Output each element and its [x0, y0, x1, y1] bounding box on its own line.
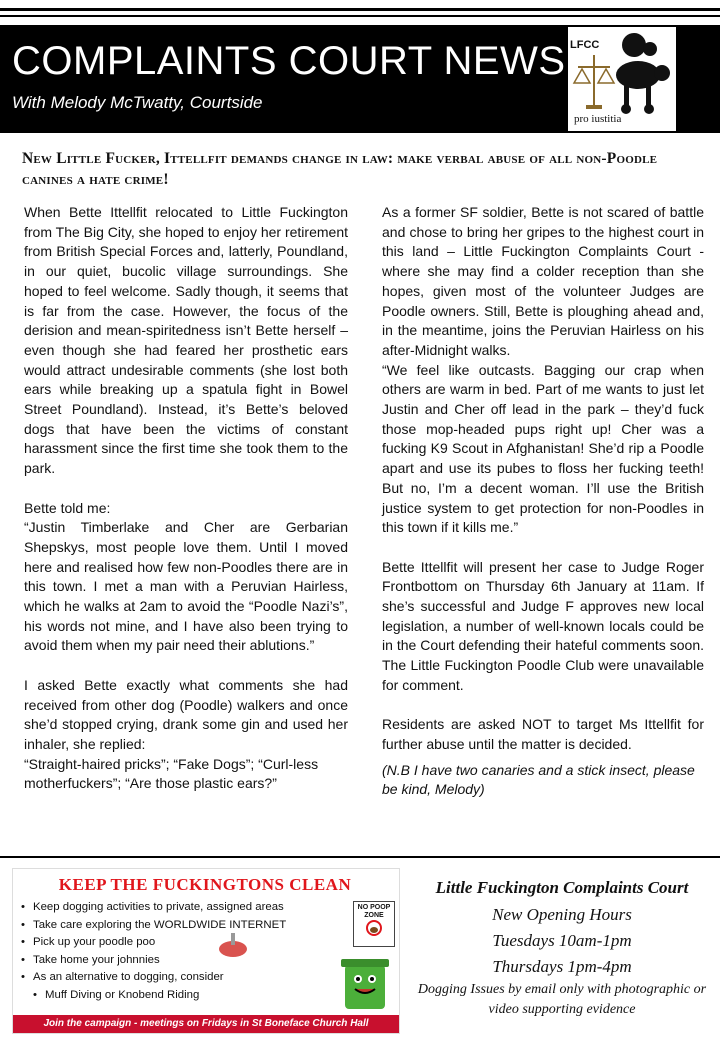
list-item: • As an alternative to dogging, consider — [21, 969, 286, 987]
list-item: • Take home your johnnies — [21, 952, 286, 970]
campaign-advert — [12, 868, 400, 1034]
poop-icon — [363, 920, 385, 936]
sign-text: NO POOP ZONE — [357, 904, 391, 919]
article-headline: New Little Fucker, Ittellfit demands change in law: make verbal abuse of all non-Poodle canines a hate crime! — [22, 150, 658, 188]
court-info — [404, 874, 720, 1020]
hours-tuesday: Tuesdays 10am-1pm — [492, 931, 632, 950]
paragraph: Bette Ittellfit will present her case to Judge Roger Frontbottom on Thursday 6th January at 11am. If she’s successful and Judge F approves new local legislation, a number of well-known locals could be in the Court defending their hateful comments soon. The Little Fuckington Poodle Club were unavailable for comment. — [382, 558, 704, 693]
advert-title: KEEP THE FUCKINGTONS CLEAN — [58, 875, 352, 894]
paragraph: “Justin Timberlake and Cher are Gerbarian Shepskys, most people love them. Until I moved here and realised how few non-Poodles there are in this town. I met a man with a Peruvian Hairless, which he walks at 2am to avoid the “Poodle Nazi’s”, his words not mine, and I have also been trying to avoid them when my pair need their ablutions.” — [24, 519, 348, 654]
list-item: • Take care exploring the WORLDWIDE INTERNET — [21, 917, 286, 935]
paragraph: Residents are asked NOT to target Ms Ittellfit for further abuse until the matter is decided. — [382, 716, 704, 752]
paragraph: I asked Bette exactly what comments she had received from other dog (Poodle) walkers and once she’d stopped crying, drank some gin and used her inhaler, she replied: — [24, 676, 348, 752]
advert-footer: Join the campaign - meetings on Fridays in St Boneface Church Hall — [13, 1015, 399, 1033]
court-logo — [568, 27, 676, 131]
masthead-title: COMPLAINTS COURT NEWS — [12, 39, 566, 83]
masthead-subtitle: With Melody McTwatty, Courtside — [12, 93, 263, 112]
paragraph: When Bette Ittellfit relocated to Little Fuckington from The Big City, she hoped to enjoy her retirement from British Special Forces and, latterly, Poundland, in our quiet, bucolic village surroundings. She hoped to feel welcome. Sadly though, it seems that is far from the case. However, the focus of the derision and mean-spiritedness isn’t Bette herself – even though she had feared her prosthetic ears would attract undesirable comments (she lost both ears while breaking up a spatula fight in Bowel Street Poundland). Instead, it’s Bette’s beloved dogs that have been the victims of constant harassment since the first time she took them to the park. — [24, 204, 348, 477]
top-rule — [0, 8, 720, 11]
paragraph: “Straight-haired pricks”; “Fake Dogs”; “Curl-less motherfuckers”; “Are those plastic ears?” — [24, 755, 319, 792]
paragraph: As a former SF soldier, Bette is not scared of battle and chose to bring her gripes to the highest court in this land – Little Fuckington Complaints Court - where she may find a colder reception than she hopes, given most of the volunteer Judges are Poodle owners. Still, Bette is ploughing ahead and, in the meantime, joins the Peruvian Hairless on his after-Midnight walks. — [382, 204, 704, 358]
article-left-column — [24, 203, 348, 794]
logo-text: LFCC — [570, 39, 600, 51]
list-item: • Pick up your poodle poo — [21, 934, 286, 952]
paragraph: Bette told me: — [24, 499, 111, 516]
court-name: Little Fuckington Complaints Court — [435, 878, 689, 897]
toilet-plunger-icon — [213, 931, 253, 961]
hours-heading: New Opening Hours — [492, 905, 632, 924]
article-right-column — [382, 203, 704, 800]
top-rule-thin — [0, 15, 720, 17]
logo-motto: pro iustitia — [574, 113, 622, 125]
hours-thursday: Thursdays 1pm-4pm — [492, 957, 632, 976]
email-note: Dogging Issues by email only with photographic or video supporting evidence — [417, 982, 707, 1017]
list-item: • Keep dogging activities to private, assigned areas — [21, 899, 286, 917]
bin-mascot-icon — [335, 945, 395, 1015]
masthead — [0, 25, 720, 133]
section-divider — [0, 856, 720, 858]
paragraph: “We feel like outcasts. Bagging our crap when others are warm in bed. Part of me wants to just let Justin and Cher off lead in the park – they’d fuck those mop-headed pups right up! Cher was a fucking K9 Scout in Afghanistan! She’d rip a Poodle apart and use its pubes to floss her fucking teeth! But no, I’m a decent woman. I’ll use the British justice system to get protection for non-Poodles in this town if it kills me.” — [382, 361, 704, 536]
author-note: (N.B I have two canaries and a stick insect, please be kind, Melody) — [382, 761, 695, 798]
list-item: • Muff Diving or Knobend Riding — [21, 987, 286, 1005]
no-poop-sign — [353, 901, 395, 947]
